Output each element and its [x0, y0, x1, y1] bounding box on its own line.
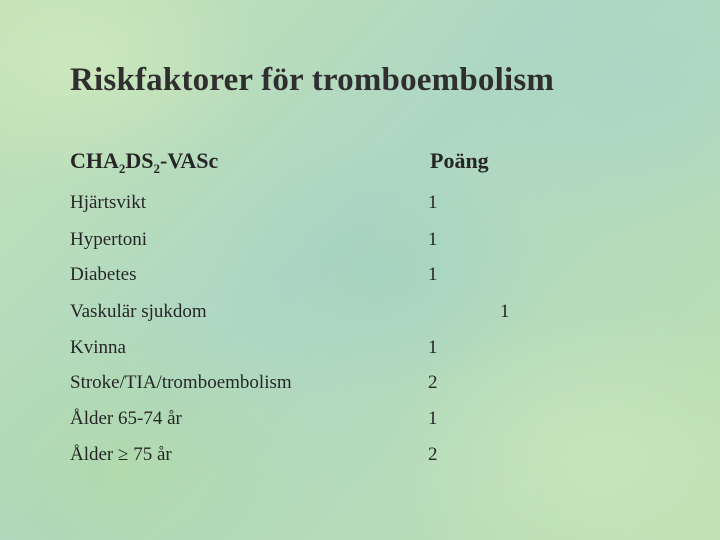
score-name-sub2: 2: [153, 161, 161, 176]
risk-factor-points: 1: [428, 408, 438, 429]
risk-factor-label: Stroke/TIA/tromboembolism: [70, 372, 292, 393]
risk-factor-points: 1: [500, 301, 510, 322]
score-name-part2: DS: [125, 148, 154, 173]
risk-factor-label: Kvinna: [70, 337, 126, 358]
risk-factor-label: Ålder ≥ 75 år: [70, 444, 172, 465]
risk-factor-points: 2: [428, 444, 438, 465]
risk-factor-label: Diabetes: [70, 264, 137, 285]
risk-factor-points: 2: [428, 372, 438, 393]
points-header: Poäng: [430, 148, 489, 173]
risk-factor-label: Hjärtsvikt: [70, 192, 146, 213]
score-name-part3: -VASc: [160, 148, 219, 173]
slide-title: Riskfaktorer för tromboembolism: [70, 62, 555, 98]
risk-factor-label: Ålder 65-74 år: [70, 408, 182, 429]
risk-factor-label: Hypertoni: [70, 229, 148, 250]
risk-factor-points: 1: [428, 192, 438, 213]
risk-factor-points: 1: [428, 264, 438, 285]
risk-factor-label: Vaskulär sjukdom: [70, 301, 207, 322]
risk-factor-points: 1: [428, 229, 438, 250]
score-name-part1: CHA: [70, 148, 119, 173]
score-name-header: [70, 148, 218, 177]
score-name-sub1: 2: [118, 161, 126, 176]
risk-factor-points: 1: [428, 337, 438, 358]
